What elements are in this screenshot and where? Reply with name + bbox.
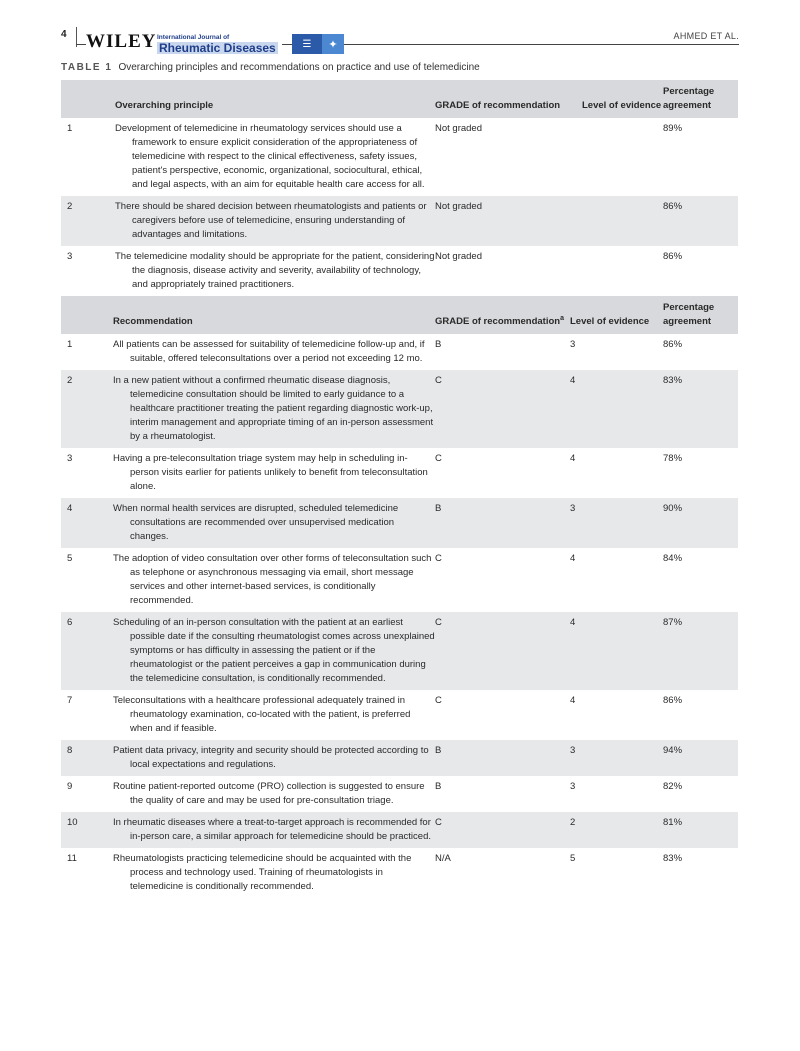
running-author: AHMED ET AL. — [673, 31, 739, 41]
row-number: 10 — [61, 812, 113, 848]
row-grade: Not graded — [435, 196, 570, 246]
header-grade-text: GRADE of recommendation — [435, 316, 561, 327]
row-text: The telemedicine modality should be appropriate for the patient, considering the diagnosis, disease activity and severity, availability of technology, and appropriately trained practitioners. — [115, 251, 435, 290]
table-caption — [61, 62, 480, 73]
table-label: TABLE 1 — [61, 62, 113, 73]
row-number: 1 — [67, 339, 73, 350]
row-text: All patients can be assessed for suitability of telemedicine follow-up and, if suitable, offered teleconsultations over a period not exceeding 12 mo. — [113, 339, 425, 364]
row-number: 7 — [67, 695, 73, 706]
row-agreement: 94% — [663, 740, 738, 776]
row-level: 3 — [570, 339, 576, 350]
row-number: 8 — [61, 740, 113, 776]
journal-subtitle: International Journal of — [157, 34, 230, 41]
row-text: Patient data privacy, integrity and security should be protected according to local expectations and regulations. — [113, 740, 435, 776]
journal-title: Rheumatic Diseases — [159, 41, 276, 55]
row-agreement: 86% — [663, 196, 738, 246]
header-recommendation: Recommendation — [113, 296, 435, 334]
row-agreement: 78% — [663, 453, 683, 464]
row-agreement: 81% — [663, 812, 738, 848]
recommendation-row — [61, 740, 738, 776]
recommendation-row — [61, 448, 738, 498]
row-grade: B — [435, 498, 570, 548]
row-number: 4 — [61, 498, 113, 548]
row-number: 2 — [61, 196, 113, 246]
row-text: Teleconsultations with a healthcare professional adequately trained in rheumatology examination, co-located with the patient, is preferred when and if feasible. — [113, 695, 411, 734]
row-number: 2 — [61, 370, 113, 448]
recommendation-row — [61, 812, 738, 848]
header-grade: GRADE of recommendation — [435, 80, 570, 118]
row-grade: C — [435, 553, 442, 564]
recommendations-header-row — [61, 296, 738, 334]
recommendation-row — [61, 848, 738, 898]
table-caption-text: Overarching principles and recommendations on practice and use of telemedicine — [118, 62, 480, 73]
row-level: 4 — [570, 370, 663, 448]
row-number: 11 — [67, 853, 77, 864]
row-text: When normal health services are disrupted, scheduled telemedicine consultations are recommended over unsupervised medication changes. — [113, 498, 435, 548]
recommendation-row — [61, 690, 738, 740]
recommendation-row — [61, 370, 738, 448]
row-text: There should be shared decision between rheumatologists and patients or caregivers before use of telemedicine, ensuring understanding of advantages and limitations. — [113, 196, 435, 246]
row-number: 5 — [67, 553, 73, 564]
crossmark-icon: ✦ — [322, 34, 344, 54]
row-agreement: 86% — [663, 695, 683, 706]
header-level: Level of evidence — [570, 80, 663, 118]
row-level: 4 — [570, 553, 576, 564]
row-text: Rheumatologists practicing telemedicine should be acquainted with the process and technology used. Training of rheumatologists in telemedicine is conditionally recommended. — [113, 853, 412, 892]
row-level: 4 — [570, 612, 663, 690]
row-agreement: 86% — [663, 339, 683, 350]
row-level: 4 — [570, 695, 576, 706]
header-agreement: Percentage agreement — [663, 80, 738, 118]
row-level: 3 — [570, 781, 576, 792]
principle-row — [61, 246, 738, 296]
row-level: 2 — [570, 812, 663, 848]
header-grade — [435, 296, 570, 334]
row-grade: B — [435, 781, 442, 792]
row-agreement: 87% — [663, 612, 738, 690]
row-grade: C — [435, 370, 570, 448]
principles-header-row — [61, 80, 738, 118]
row-text: Routine patient-reported outcome (PRO) collection is suggested to ensure the quality of care and may be used for pre-consultation triage. — [113, 781, 425, 806]
row-level — [570, 246, 663, 296]
row-level: 5 — [570, 853, 576, 864]
row-number: 1 — [67, 123, 73, 134]
journal-logo — [157, 34, 282, 54]
row-agreement: 83% — [663, 370, 738, 448]
principle-row — [61, 118, 738, 196]
recommendation-row — [61, 548, 738, 612]
row-text: Development of telemedicine in rheumatology services should use a framework to ensure explicit consideration of the appropriateness of telemedicine with respect to the clinical effectiveness, safety issues, patient's perspective, economic, organizational, sociocultural, ethical, and legal aspects, with an aim for equitable health care access for all. — [115, 123, 425, 190]
row-level — [570, 196, 663, 246]
row-grade: C — [435, 695, 442, 706]
row-number: 3 — [67, 453, 73, 464]
row-agreement: 86% — [663, 251, 683, 262]
row-grade: Not graded — [435, 123, 483, 134]
header-number — [61, 296, 113, 334]
row-level — [570, 118, 663, 196]
row-level: 3 — [570, 498, 663, 548]
principle-row — [61, 196, 738, 246]
footnote-marker: a — [560, 314, 565, 322]
row-grade: Not graded — [435, 251, 483, 262]
open-access-icon: ☰ — [292, 34, 322, 54]
row-text: Scheduling of an in-person consultation with the patient at an earliest possible date if the consulting rheumatologist comes across unexplained symptoms or has difficulty in assessing the patient or if the rheumatologist or the patient perceives a gap in communication during the telemedicine consultation, is conditionally recommended. — [113, 612, 435, 690]
recommendations-table — [61, 80, 738, 898]
recommendation-row — [61, 776, 738, 812]
row-grade: C — [435, 612, 570, 690]
row-grade: B — [435, 740, 570, 776]
row-agreement: 82% — [663, 781, 683, 792]
row-text: The adoption of video consultation over other forms of teleconsultation such as telephone or asynchronous messaging via email, short message services and other internet-based services, is conditionally recommended. — [113, 553, 432, 606]
row-grade: B — [435, 339, 442, 350]
row-grade: C — [435, 812, 570, 848]
row-number: 9 — [67, 781, 73, 792]
page-header — [0, 0, 800, 60]
row-grade: C — [435, 453, 442, 464]
row-level: 3 — [570, 740, 663, 776]
row-agreement: 84% — [663, 553, 683, 564]
row-agreement: 90% — [663, 498, 738, 548]
row-grade: N/A — [435, 853, 451, 864]
row-agreement: 83% — [663, 853, 683, 864]
recommendation-row — [61, 334, 738, 370]
recommendation-row — [61, 498, 738, 548]
row-text: In rheumatic diseases where a treat-to-target approach is recommended for in-person care, a similar approach for telemedicine should be practiced. — [113, 812, 435, 848]
page-number: 4 — [61, 29, 67, 40]
header-agreement: Percentage agreement — [663, 296, 738, 334]
recommendation-row — [61, 612, 738, 690]
row-text: Having a pre-teleconsultation triage system may help in scheduling in-person visits earlier for patients unlikely to benefit from teleconsultation alone. — [113, 453, 428, 492]
row-agreement: 89% — [663, 123, 683, 134]
publisher-logo: WILEY — [86, 33, 159, 51]
header-number — [61, 80, 113, 118]
row-level: 4 — [570, 453, 576, 464]
row-number: 6 — [61, 612, 113, 690]
row-number: 3 — [67, 251, 73, 262]
header-level: Level of evidence — [570, 296, 663, 334]
row-text: In a new patient without a confirmed rheumatic disease diagnosis, telemedicine consultation should be limited to early guidance to a healthcare practitioner treating the patient regarding diagnostic work-up, interim management and appropriate timing of an in-person assessment by a rheumatologist. — [113, 370, 435, 448]
journal-badge-icon — [292, 34, 344, 54]
header-principle: Overarching principle — [113, 80, 435, 118]
